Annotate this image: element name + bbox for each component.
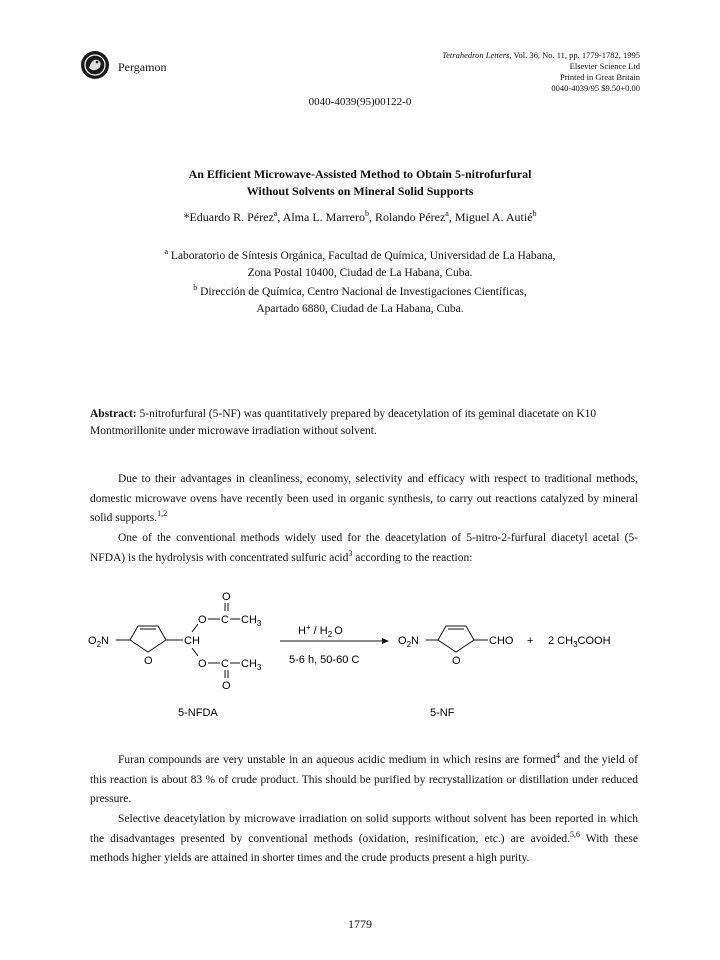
journal-citation xyxy=(442,50,640,61)
journal-title: Tetrahedron Letters xyxy=(442,50,510,60)
upper-carbonyl-oxygen: O xyxy=(222,591,231,603)
abstract-text: 5-nitrofurfural (5-NF) was quantitatively prepared by deacetylation of its geminal diacetate on K10 Montmorillonite under microwave irradiation without solvent. xyxy=(90,408,597,437)
upper-methyl: $CH_3$ xyxy=(241,614,262,628)
furan-oxygen-product: O xyxy=(452,655,461,667)
lower-carbonyl-carbon: C xyxy=(221,658,229,670)
page-number: 1779 xyxy=(348,917,372,931)
plus-sign: + xyxy=(527,635,534,647)
reagent-label: $H^+ / H_2$ O xyxy=(298,623,343,639)
lower-methyl: $CH_3$ xyxy=(241,658,262,672)
body-paragraph-1 xyxy=(90,470,638,529)
para-2-text-a: One of the conventional methods widely used for the deacetylation of 5-nitro-2-furfural diacetyl acetal (5-NFDA) is the hydrolysis with concentrated sulfuric acid xyxy=(90,532,638,564)
affil-a-line-1: Laboratorio de Síntesis Orgánica, Facultad de Química, Universidad de La Habana, xyxy=(168,250,556,262)
document-code: 0040-4039(95)00122-0 xyxy=(308,96,412,108)
bond xyxy=(192,648,198,656)
author-4-affil: b xyxy=(532,209,537,218)
paper-title xyxy=(0,166,720,200)
para-2-text-b: according to the reaction: xyxy=(352,551,473,564)
furan-ring-reactant xyxy=(130,626,166,652)
arrow-head xyxy=(382,638,389,644)
para-3-text-b: and the yield of this reaction is about 83 % of crude product. This should be purified by recrystallization or distillation under reduced pressure. xyxy=(90,754,638,805)
upper-carbonyl-carbon: C xyxy=(221,614,229,626)
abstract xyxy=(90,406,638,440)
product-label: 5-NF xyxy=(430,707,455,719)
title-line-1: An Efficient Microwave-Assisted Method to Obtain 5-nitrofurfural xyxy=(188,167,532,181)
body-paragraph-3 xyxy=(90,751,638,810)
author-3-affil: a xyxy=(445,209,449,218)
citation-details: , Vol. 36, No. 11, pp. 1779-1782, 1995 xyxy=(509,50,640,60)
body-paragraph-4 xyxy=(90,810,638,869)
publisher-name: Pergamon xyxy=(118,60,167,74)
conditions-label: 5-6 h, 50-60 C xyxy=(289,654,360,666)
para-4-ref: 5,6 xyxy=(569,829,580,839)
affiliation-b xyxy=(0,284,720,318)
author-4: , Miguel A. Autié xyxy=(448,210,533,224)
o2n-group-reactant: $O_2N$ xyxy=(88,635,109,649)
lower-carbonyl-oxygen: O xyxy=(222,680,231,692)
pergamon-logo xyxy=(80,50,110,80)
author-1-affil: a xyxy=(273,209,278,218)
abstract-label: Abstract: xyxy=(90,408,137,420)
para-3-text-a: Furan compounds are very unstable in an aqueous acidic medium in which resins are formed xyxy=(118,754,557,766)
affil-a-line-2: Zona Postal 10400, Ciudad de La Habana, Cuba. xyxy=(247,267,473,279)
body-paragraph-2 xyxy=(90,529,638,568)
para-1-ref: 1,2 xyxy=(157,509,168,519)
affiliation-a xyxy=(0,248,720,282)
affil-b-mark: b xyxy=(193,283,198,293)
furan-oxygen: O xyxy=(144,655,153,667)
issn: 0040-4039/95 $9.50+0.00 xyxy=(551,83,640,93)
copyright: Elsevier Science Ltd xyxy=(569,61,640,71)
ch-label: CH xyxy=(184,635,200,647)
reactant-label: 5-NFDA xyxy=(178,707,218,719)
printed-in: Printed in Great Britain xyxy=(559,72,640,82)
acetic-acid-byproduct: 2 $CH_3COOH$ xyxy=(548,635,611,649)
journal-info xyxy=(442,50,640,94)
reaction-scheme xyxy=(80,591,640,723)
para-4-text-b: With these methods higher yields are attained in shorter times and the crude products present a high purity. xyxy=(90,832,638,864)
author-list xyxy=(0,210,720,225)
para-4-text-a: Selective deacetylation by microwave irradiation on solid supports without solvent has been reported in which the disadvantages presented by conventional methods (oxidation, resinification, etc.) are avoided. xyxy=(90,813,638,845)
title-line-2: Without Solvents on Mineral Solid Supports xyxy=(246,184,474,198)
affil-a-mark: a xyxy=(164,247,169,257)
upper-ester-oxygen: O xyxy=(198,614,207,626)
author-1: *Eduardo R. Pérez xyxy=(183,210,274,224)
affil-b-line-2: Apartado 6880, Ciudad de La Habana, Cuba. xyxy=(256,303,464,315)
para-1-text: Due to their advantages in cleanliness, economy, selectivity and efficacy with respect to traditional methods, domestic microwave ovens have recently been used in organic synthesis, to carry out reactions catalyzed by mineral solid supports. xyxy=(90,473,638,524)
para-2-ref: 3 xyxy=(348,548,353,558)
lower-ester-oxygen: O xyxy=(198,658,207,670)
furan-ring-product xyxy=(438,626,474,652)
author-2: , Alma L. Marrero xyxy=(277,210,365,224)
o2n-group-product: $O_2N$ xyxy=(398,635,419,649)
affil-b-line-1: Dirección de Química, Centro Nacional de Investigaciones Científicas, xyxy=(197,286,527,298)
aldehyde-group: CHO xyxy=(489,635,514,647)
para-3-ref: 4 xyxy=(556,751,561,761)
author-2-affil: b xyxy=(364,209,369,218)
author-3: , Rolando Pérez xyxy=(368,210,446,224)
